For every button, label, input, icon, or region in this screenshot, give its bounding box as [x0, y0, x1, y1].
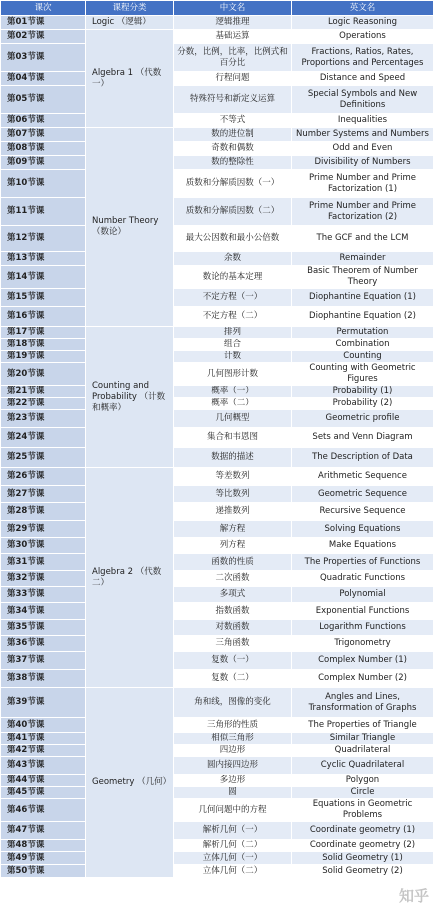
english-name-cell: Exponential Functions — [292, 603, 433, 620]
chinese-name-cell: 概率（二） — [174, 398, 292, 410]
category-cell: Geometry （几何） — [86, 688, 174, 878]
lesson-cell: 第47节课 — [1, 822, 86, 840]
lesson-cell: 第38节课 — [1, 670, 86, 688]
english-name-cell: Logic Reasoning — [292, 16, 433, 30]
english-name-cell: Combination — [292, 339, 433, 351]
table-row — [1, 252, 433, 266]
chinese-name-cell: 特殊符号和新定义运算 — [174, 86, 292, 114]
lesson-cell: 第25节课 — [1, 448, 86, 468]
table-row — [1, 745, 433, 757]
chinese-name-cell: 解析几何（一） — [174, 822, 292, 840]
lesson-cell: 第27节课 — [1, 486, 86, 503]
english-name-cell: Complex Number (1) — [292, 652, 433, 670]
table-row — [1, 787, 433, 799]
table-row — [1, 799, 433, 822]
lesson-cell: 第15节课 — [1, 289, 86, 307]
english-name-cell: The Properties of Functions — [292, 554, 433, 571]
chinese-name-cell: 不定方程（一） — [174, 289, 292, 307]
chinese-name-cell: 数的整除性 — [174, 156, 292, 170]
english-name-cell: The Properties of Triangle — [292, 718, 433, 733]
table-row — [1, 72, 433, 86]
chinese-name-cell: 四边形 — [174, 745, 292, 757]
table-row — [1, 486, 433, 503]
lesson-cell: 第18节课 — [1, 339, 86, 351]
lesson-cell: 第09节课 — [1, 156, 86, 170]
table-row — [1, 398, 433, 410]
english-name-cell: Diophantine Equation (1) — [292, 289, 433, 307]
chinese-name-cell: 不等式 — [174, 114, 292, 128]
lesson-cell: 第50节课 — [1, 865, 86, 878]
chinese-name-cell: 余数 — [174, 252, 292, 266]
header-row — [1, 1, 433, 16]
chinese-name-cell: 计数 — [174, 351, 292, 363]
chinese-name-cell: 分数，比例，比率，比例式和百分比 — [174, 44, 292, 72]
table-row — [1, 410, 433, 428]
english-name-cell: Coordinate geometry (1) — [292, 822, 433, 840]
table-row — [1, 289, 433, 307]
chinese-name-cell: 基础运算 — [174, 30, 292, 44]
chinese-name-cell: 最大公因数和最小公倍数 — [174, 226, 292, 252]
table-row — [1, 327, 433, 339]
table-row — [1, 587, 433, 603]
chinese-name-cell: 复数（一） — [174, 652, 292, 670]
table-row — [1, 266, 433, 289]
table-row — [1, 339, 433, 351]
lesson-cell: 第14节课 — [1, 266, 86, 289]
chinese-name-cell: 立体几何（一） — [174, 852, 292, 865]
english-name-cell: Cyclic Quadrilateral — [292, 757, 433, 775]
lesson-cell: 第02节课 — [1, 30, 86, 44]
english-name-cell: Remainder — [292, 252, 433, 266]
chinese-name-cell: 角和线，图像的变化 — [174, 688, 292, 718]
category-cell: Counting and Probability （计数和概率） — [86, 327, 174, 468]
chinese-name-cell: 指数函数 — [174, 603, 292, 620]
table-row — [1, 198, 433, 226]
chinese-name-cell: 函数的性质 — [174, 554, 292, 571]
table-row — [1, 538, 433, 554]
chinese-name-cell: 组合 — [174, 339, 292, 351]
table-row — [1, 733, 433, 745]
chinese-name-cell: 多项式 — [174, 587, 292, 603]
english-name-cell: Fractions, Ratios, Rates, Proportions and Percentages — [292, 44, 433, 72]
lesson-cell: 第20节课 — [1, 363, 86, 386]
table-row — [1, 757, 433, 775]
table-row — [1, 16, 433, 30]
table-row — [1, 363, 433, 386]
table-row — [1, 571, 433, 587]
chinese-name-cell: 行程问题 — [174, 72, 292, 86]
table-row — [1, 603, 433, 620]
table-row — [1, 822, 433, 840]
lesson-cell: 第49节课 — [1, 852, 86, 865]
table-row — [1, 865, 433, 878]
english-name-cell: Quadrilateral — [292, 745, 433, 757]
watermark: 知乎 — [398, 887, 429, 905]
chinese-name-cell: 排列 — [174, 327, 292, 339]
chinese-name-cell: 解析几何（二） — [174, 840, 292, 852]
chinese-name-cell: 圆 — [174, 787, 292, 799]
lesson-cell: 第30节课 — [1, 538, 86, 554]
english-name-cell: Odd and Even — [292, 142, 433, 156]
english-name-cell: Complex Number (2) — [292, 670, 433, 688]
chinese-name-cell: 递推数列 — [174, 503, 292, 521]
lesson-cell: 第31节课 — [1, 554, 86, 571]
lesson-cell: 第39节课 — [1, 688, 86, 718]
english-name-cell: Basic Theorem of Number Theory — [292, 266, 433, 289]
chinese-name-cell: 奇数和偶数 — [174, 142, 292, 156]
english-name-cell: Counting — [292, 351, 433, 363]
english-name-cell: Arithmetic Sequence — [292, 468, 433, 486]
table-row — [1, 775, 433, 787]
lesson-cell: 第33节课 — [1, 587, 86, 603]
english-name-cell: Inequalities — [292, 114, 433, 128]
english-name-cell: Trigonometry — [292, 636, 433, 652]
lesson-cell: 第46节课 — [1, 799, 86, 822]
table-row — [1, 128, 433, 142]
chinese-name-cell: 三角形的性质 — [174, 718, 292, 733]
lesson-cell: 第42节课 — [1, 745, 86, 757]
chinese-name-cell: 复数（二） — [174, 670, 292, 688]
table-row — [1, 852, 433, 865]
english-name-cell: Sets and Venn Diagram — [292, 428, 433, 448]
english-name-cell: Prime Number and Prime Factorization (1) — [292, 170, 433, 198]
english-name-cell: Recursive Sequence — [292, 503, 433, 521]
category-cell: Algebra 2 （代数二） — [86, 468, 174, 688]
table-row — [1, 636, 433, 652]
lesson-cell: 第08节课 — [1, 142, 86, 156]
english-name-cell: Solid Geometry (1) — [292, 852, 433, 865]
lesson-cell: 第32节课 — [1, 571, 86, 587]
lesson-cell: 第01节课 — [1, 16, 86, 30]
chinese-name-cell: 数据的描述 — [174, 448, 292, 468]
lesson-cell: 第17节课 — [1, 327, 86, 339]
lesson-cell: 第48节课 — [1, 840, 86, 852]
english-name-cell: Make Equations — [292, 538, 433, 554]
table-row — [1, 521, 433, 538]
lesson-cell: 第45节课 — [1, 787, 86, 799]
category-cell: Logic （逻辑） — [86, 16, 174, 30]
lesson-cell: 第13节课 — [1, 252, 86, 266]
lesson-cell: 第07节课 — [1, 128, 86, 142]
table-body — [1, 16, 433, 878]
lesson-cell: 第10节课 — [1, 170, 86, 198]
table-row — [1, 620, 433, 636]
chinese-name-cell: 数的进位制 — [174, 128, 292, 142]
header-lesson: 课次 — [1, 1, 86, 16]
table-row — [1, 142, 433, 156]
english-name-cell: Probability (2) — [292, 398, 433, 410]
chinese-name-cell: 质数和分解质因数（二） — [174, 198, 292, 226]
english-name-cell: Angles and Lines, Transformation of Graphs — [292, 688, 433, 718]
lesson-cell: 第06节课 — [1, 114, 86, 128]
lesson-cell: 第40节课 — [1, 718, 86, 733]
chinese-name-cell: 相似三角形 — [174, 733, 292, 745]
english-name-cell: Counting with Geometric Figures — [292, 363, 433, 386]
table-row — [1, 840, 433, 852]
lesson-cell: 第23节课 — [1, 410, 86, 428]
english-name-cell: Prime Number and Prime Factorization (2) — [292, 198, 433, 226]
chinese-name-cell: 等比数列 — [174, 486, 292, 503]
chinese-name-cell: 逻辑推理 — [174, 16, 292, 30]
table-row — [1, 718, 433, 733]
chinese-name-cell: 集合和韦恩图 — [174, 428, 292, 448]
lesson-cell: 第26节课 — [1, 468, 86, 486]
chinese-name-cell: 概率（一） — [174, 386, 292, 398]
table-row — [1, 468, 433, 486]
header-category: 课程分类 — [86, 1, 174, 16]
english-name-cell: Special Symbols and New Definitions — [292, 86, 433, 114]
lesson-cell: 第41节课 — [1, 733, 86, 745]
table-row — [1, 44, 433, 72]
english-name-cell: Coordinate geometry (2) — [292, 840, 433, 852]
lesson-cell: 第12节课 — [1, 226, 86, 252]
chinese-name-cell: 列方程 — [174, 538, 292, 554]
table-row — [1, 688, 433, 718]
chinese-name-cell: 二次函数 — [174, 571, 292, 587]
table-row — [1, 307, 433, 327]
english-name-cell: Geometric Sequence — [292, 486, 433, 503]
lesson-cell: 第03节课 — [1, 44, 86, 72]
english-name-cell: Quadratic Functions — [292, 571, 433, 587]
header-english-name: 英文名 — [292, 1, 433, 16]
table-row — [1, 351, 433, 363]
english-name-cell: Distance and Speed — [292, 72, 433, 86]
english-name-cell: The Description of Data — [292, 448, 433, 468]
table-row — [1, 554, 433, 571]
table-row — [1, 226, 433, 252]
english-name-cell: Diophantine Equation (2) — [292, 307, 433, 327]
english-name-cell: Geometric profile — [292, 410, 433, 428]
english-name-cell: Equations in Geometric Problems — [292, 799, 433, 822]
lesson-cell: 第28节课 — [1, 503, 86, 521]
lesson-cell: 第43节课 — [1, 757, 86, 775]
lesson-cell: 第29节课 — [1, 521, 86, 538]
chinese-name-cell: 数论的基本定理 — [174, 266, 292, 289]
english-name-cell: Solving Equations — [292, 521, 433, 538]
category-cell: Number Theory （数论） — [86, 128, 174, 327]
lesson-cell: 第35节课 — [1, 620, 86, 636]
chinese-name-cell: 圆内接四边形 — [174, 757, 292, 775]
table-row — [1, 386, 433, 398]
chinese-name-cell: 三角函数 — [174, 636, 292, 652]
table-row — [1, 670, 433, 688]
english-name-cell: Polynomial — [292, 587, 433, 603]
lesson-cell: 第21节课 — [1, 386, 86, 398]
category-cell: Algebra 1 （代数一） — [86, 30, 174, 128]
lesson-cell: 第37节课 — [1, 652, 86, 670]
english-name-cell: Divisibility of Numbers — [292, 156, 433, 170]
chinese-name-cell: 几何图形计数 — [174, 363, 292, 386]
table-row — [1, 652, 433, 670]
english-name-cell: Logarithm Functions — [292, 620, 433, 636]
chinese-name-cell: 解方程 — [174, 521, 292, 538]
english-name-cell: Probability (1) — [292, 386, 433, 398]
table-row — [1, 428, 433, 448]
lesson-cell: 第36节课 — [1, 636, 86, 652]
table-row — [1, 156, 433, 170]
chinese-name-cell: 几何概型 — [174, 410, 292, 428]
lesson-cell: 第11节课 — [1, 198, 86, 226]
lesson-cell: 第19节课 — [1, 351, 86, 363]
table-row — [1, 448, 433, 468]
english-name-cell: Permutation — [292, 327, 433, 339]
english-name-cell: Solid Geometry (2) — [292, 865, 433, 878]
table-row — [1, 86, 433, 114]
english-name-cell: Circle — [292, 787, 433, 799]
chinese-name-cell: 对数函数 — [174, 620, 292, 636]
chinese-name-cell: 立体几何（二） — [174, 865, 292, 878]
chinese-name-cell: 多边形 — [174, 775, 292, 787]
lesson-cell: 第05节课 — [1, 86, 86, 114]
lesson-cell: 第22节课 — [1, 398, 86, 410]
english-name-cell: The GCF and the LCM — [292, 226, 433, 252]
lesson-cell: 第44节课 — [1, 775, 86, 787]
lesson-cell: 第16节课 — [1, 307, 86, 327]
english-name-cell: Polygon — [292, 775, 433, 787]
english-name-cell: Operations — [292, 30, 433, 44]
lesson-cell: 第34节课 — [1, 603, 86, 620]
english-name-cell: Similar Triangle — [292, 733, 433, 745]
table-row — [1, 503, 433, 521]
chinese-name-cell: 等差数列 — [174, 468, 292, 486]
table-row — [1, 30, 433, 44]
lesson-cell: 第24节课 — [1, 428, 86, 448]
table-row — [1, 114, 433, 128]
english-name-cell: Number Systems and Numbers — [292, 128, 433, 142]
table-row — [1, 170, 433, 198]
chinese-name-cell: 不定方程（二） — [174, 307, 292, 327]
header-chinese-name: 中文名 — [174, 1, 292, 16]
lesson-cell: 第04节课 — [1, 72, 86, 86]
chinese-name-cell: 几何问题中的方程 — [174, 799, 292, 822]
chinese-name-cell: 质数和分解质因数（一） — [174, 170, 292, 198]
